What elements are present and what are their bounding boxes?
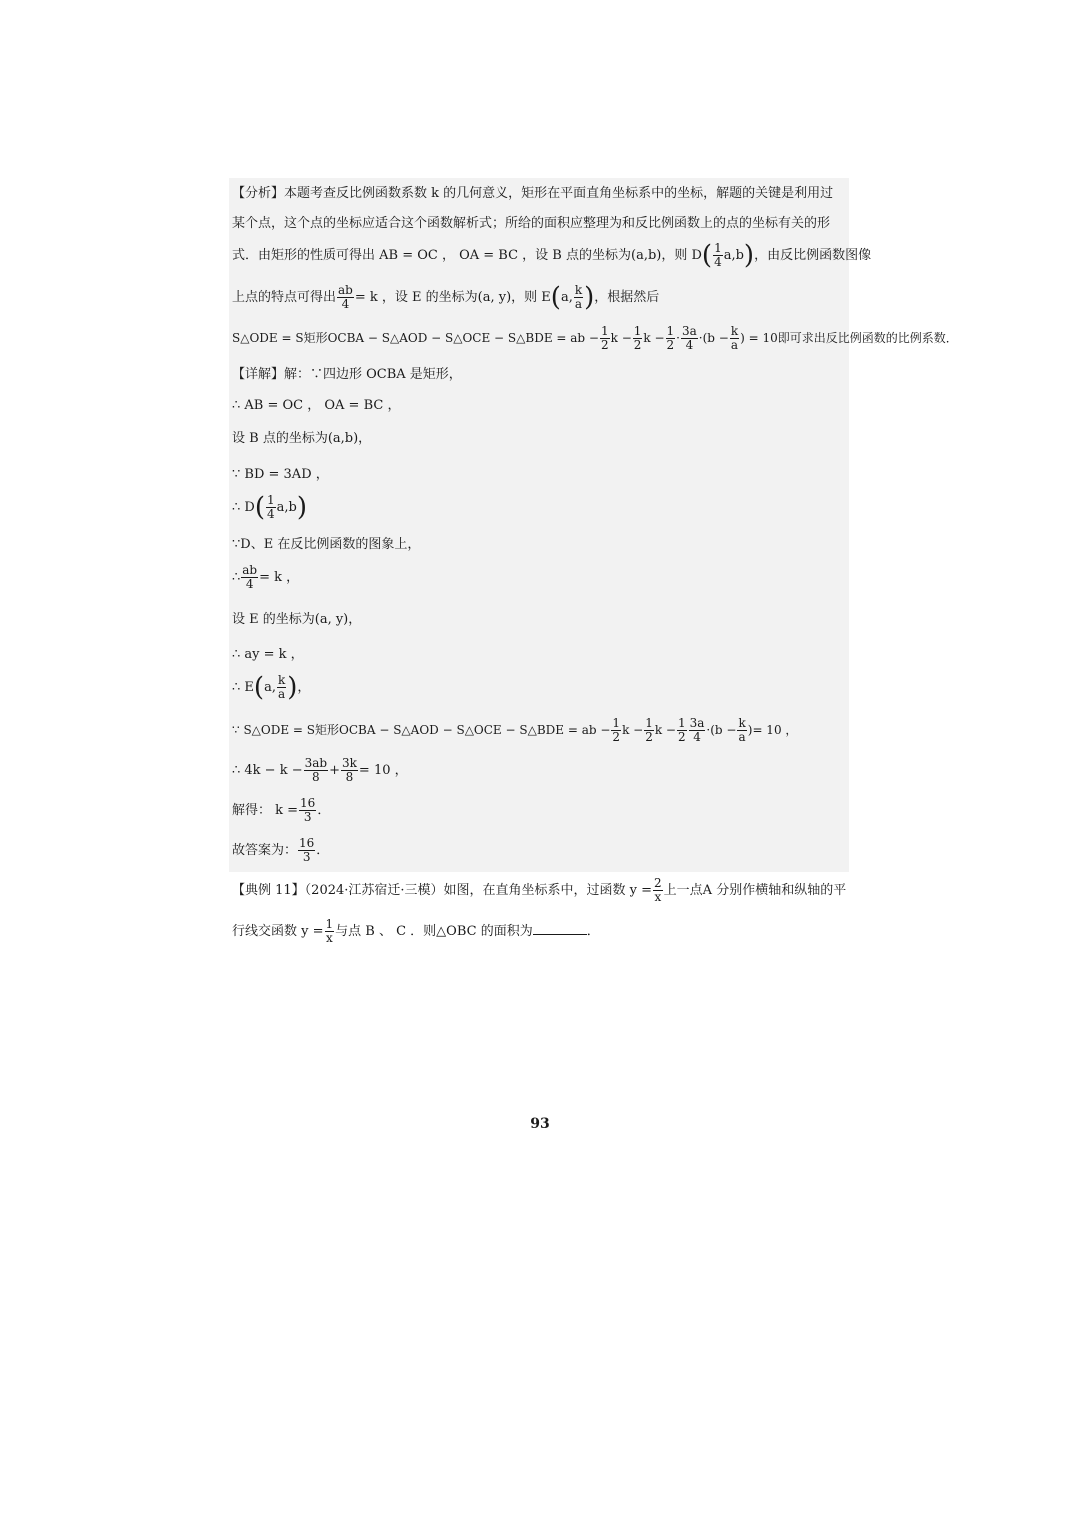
fraction: $\frac{k}{a}$	[730, 324, 739, 352]
fraction: $\frac{3a}{4}$	[682, 324, 697, 352]
detail-text: = 10 ，	[358, 763, 408, 778]
example-line-1	[232, 877, 846, 904]
detail-formula: ∵ S△ODE = S矩形OCBA − S△AOD − S△OCE − S△BDE = ab −	[232, 723, 611, 737]
analysis-text: ，由反比例函数图像	[754, 248, 872, 263]
math-text: a,	[560, 290, 573, 305]
analysis-text: 即可求出反比例函数的比例系数．	[777, 331, 958, 345]
paren: )	[296, 492, 307, 523]
fraction: $\frac{3k}{8}$	[342, 756, 357, 784]
detail-text: ．	[317, 803, 331, 818]
answer-blank[interactable]	[533, 922, 587, 935]
fraction: $\frac{3a}{4}$	[689, 716, 705, 744]
paren: (	[253, 672, 265, 703]
fraction: $\frac{1}{2}$	[666, 324, 675, 352]
detail-line-12: ∴ 4k − k − $\frac{3ab}{8}$ + $\frac{3k}{8}$ = 10 ，	[232, 756, 408, 784]
fraction: $\frac{k}{a}$	[277, 673, 286, 701]
fraction: $\frac{1}{2}$	[633, 324, 642, 352]
example-text: ．	[586, 924, 600, 939]
fraction: $\frac{2}{x}$	[654, 876, 662, 904]
fraction: $\frac{1}{x}$	[325, 917, 334, 945]
detail-line-7	[232, 564, 299, 591]
detail-line-6: ∵D、E 在反比例函数的图象上，	[232, 537, 421, 552]
detail-text: = 10 ，	[752, 723, 798, 737]
detail-line-13	[232, 797, 330, 824]
detail-line-9: ∴ ay = k ，	[232, 647, 304, 662]
fraction: $\frac{1}{2}$	[612, 716, 621, 744]
fraction: $\frac{k}{a}$	[574, 283, 583, 311]
fraction: $\frac{3ab}{8}$	[304, 756, 328, 784]
example-text: 上一点A 分别作横轴和纵轴的平	[663, 883, 847, 898]
fraction: $\frac{ab}{4}$	[242, 563, 258, 591]
math-text: a,b	[276, 500, 297, 515]
detail-line-11: ∵ S△ODE = S矩形OCBA − S△AOD − S△OCE − S△BDE = ab − $\frac{1}{2}$ k − $\frac{1}{2}$ k − $\frac{1}{2}$ $\frac{3a}{4}$ ·(b − $\frac{k}{a}$ )= 10 ，	[232, 716, 798, 744]
example-text: 行线交函数 y =	[232, 924, 324, 939]
analysis-text: ，根据然后	[594, 290, 660, 305]
detail-text: = k ，	[259, 570, 300, 585]
analysis-line-1: 【分析】本题考查反比例函数系数 k 的几何意义，矩形在平面直角坐标系中的坐标，解题的关键是利用过	[232, 186, 834, 201]
fraction: $\frac{1}{4}$	[266, 493, 275, 521]
detail-text: 解得： k =	[232, 803, 299, 818]
detail-text: ∴ D	[232, 500, 255, 515]
analysis-line-3	[232, 242, 871, 269]
detail-text: ∴ 4k − k −	[232, 763, 303, 778]
fraction: $\frac{16}{3}$	[299, 836, 315, 864]
detail-line-1: 【详解】解：∵四边形 OCBA 是矩形，	[232, 367, 462, 382]
example-line-2	[232, 918, 600, 945]
fraction: $\frac{1}{2}$	[677, 716, 686, 744]
paren: (	[550, 282, 561, 313]
math-text: a,b	[723, 248, 744, 263]
fraction: $\frac{1}{4}$	[714, 241, 722, 269]
paren: )	[743, 240, 755, 271]
analysis-formula: S△ODE = S矩形OCBA − S△AOD − S△OCE − S△BDE = ab −	[232, 331, 599, 345]
detail-line-4: ∵ BD = 3AD ，	[232, 467, 329, 482]
detail-text: ∴ E	[232, 680, 254, 695]
detail-line-14	[232, 837, 329, 864]
example-text: 与点 B 、 C ．则△OBC 的面积为	[335, 924, 533, 939]
detail-line-5	[232, 494, 307, 521]
analysis-text: 上点的特点可得出	[232, 290, 337, 305]
paren: )	[584, 282, 595, 313]
example-text: 【典例 11】（2024·江苏宿迁·三模）如图，在直角坐标系中，过函数 y =	[232, 883, 653, 898]
fraction: $\frac{k}{a}$	[738, 716, 746, 744]
analysis-line-2: 某个点，这个点的坐标应适合这个函数解析式；所给的面积应整理为和反比例函数上的点的坐标有关的形	[232, 216, 831, 231]
detail-text: 故答案为：	[232, 843, 298, 858]
fraction: $\frac{16}{3}$	[300, 796, 316, 824]
paren: (	[254, 492, 265, 523]
detail-text: ．	[316, 843, 330, 858]
analysis-line-5: S△ODE = S矩形OCBA − S△AOD − S△OCE − S△BDE = ab − $\frac{1}{2}$ k − $\frac{1}{2}$ k − $\frac{1}{2}$ · $\frac{3a}{4}$ ·(b − $\frac{k}{a}$ ) = 10即可求出反比例函数的比例系数．	[232, 324, 958, 352]
detail-line-8: 设 E 的坐标为(a, y)，	[232, 612, 362, 627]
detail-text: ，	[297, 680, 311, 695]
detail-line-3: 设 B 点的坐标为(a,b)，	[232, 431, 372, 446]
detail-text: ∴	[232, 570, 241, 585]
fraction: $\frac{1}{2}$	[645, 716, 653, 744]
analysis-text: 式．由矩形的性质可得出 AB = OC ， OA = BC ，设 B 点的坐标为(a,b)，则 D	[232, 248, 702, 263]
page-number: 93	[530, 1116, 550, 1132]
fraction: $\frac{ab}{4}$	[338, 283, 353, 311]
analysis-line-4	[232, 284, 659, 311]
paren: (	[701, 240, 713, 271]
analysis-text: = k ，设 E 的坐标为(a, y)，则 E	[354, 290, 551, 305]
paren: )	[287, 672, 298, 703]
detail-line-10	[232, 674, 310, 701]
fraction: $\frac{1}{2}$	[600, 324, 609, 352]
math-text: a,	[264, 680, 276, 695]
detail-line-2: ∴ AB = OC ， OA = BC ，	[232, 398, 401, 413]
